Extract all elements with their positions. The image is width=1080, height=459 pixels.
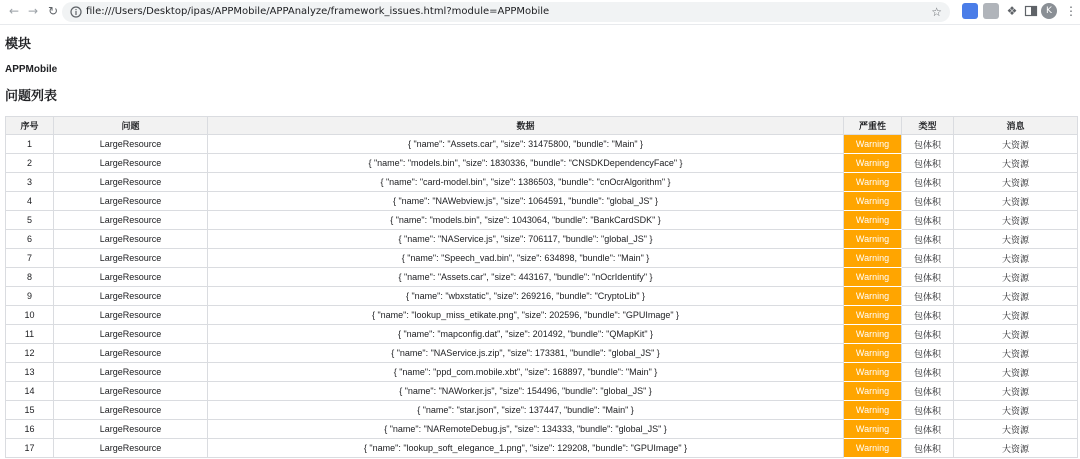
module-heading: 模块	[5, 37, 32, 52]
cell-issue: LargeResource	[54, 173, 208, 192]
issue-list-heading: 问题列表	[5, 89, 58, 104]
cell-type: 包体积	[902, 344, 954, 363]
cell-message: 大资源	[954, 420, 1078, 439]
cell-issue: LargeResource	[54, 344, 208, 363]
cell-index: 11	[6, 325, 54, 344]
cell-issue: LargeResource	[54, 230, 208, 249]
cell-message: 大资源	[954, 135, 1078, 154]
cell-issue: LargeResource	[54, 268, 208, 287]
forward-icon[interactable]: →	[27, 4, 39, 18]
cell-data: { "name": "wbxstatic", "size": 269216, "bundle": "CryptoLib" }	[208, 287, 844, 306]
severity-badge: Warning	[844, 154, 902, 173]
cell-issue: LargeResource	[54, 135, 208, 154]
cell-data: { "name": "NAService.js.zip", "size": 173381, "bundle": "global_JS" }	[208, 344, 844, 363]
issues-table	[5, 116, 1078, 458]
cell-message: 大资源	[954, 325, 1078, 344]
address-bar[interactable]	[62, 2, 950, 22]
severity-badge: Warning	[844, 363, 902, 382]
table-row	[6, 268, 1078, 287]
severity-badge: Warning	[844, 287, 902, 306]
cell-type: 包体积	[902, 135, 954, 154]
table-row	[6, 382, 1078, 401]
cell-index: 4	[6, 192, 54, 211]
cell-index: 6	[6, 230, 54, 249]
cell-data: { "name": "NAWorker.js", "size": 154496, "bundle": "global_JS" }	[208, 382, 844, 401]
cell-type: 包体积	[902, 401, 954, 420]
cell-message: 大资源	[954, 249, 1078, 268]
cell-type: 包体积	[902, 363, 954, 382]
corner-tooltip	[964, 453, 1074, 459]
severity-badge: Warning	[844, 420, 902, 439]
severity-badge: Warning	[844, 249, 902, 268]
cell-data: { "name": "NAService.js", "size": 706117, "bundle": "global_JS" }	[208, 230, 844, 249]
column-header-issue: 问题	[54, 117, 208, 135]
cell-data: { "name": "models.bin", "size": 1830336, "bundle": "CNSDKDependencyFace" }	[208, 154, 844, 173]
column-header-data: 数据	[208, 117, 844, 135]
site-info-icon[interactable]	[70, 6, 82, 18]
cell-data: { "name": "NAWebview.js", "size": 1064591, "bundle": "global_JS" }	[208, 192, 844, 211]
cell-type: 包体积	[902, 249, 954, 268]
cell-issue: LargeResource	[54, 439, 208, 458]
rss-icon[interactable]	[983, 3, 999, 19]
cell-type: 包体积	[902, 325, 954, 344]
table-row	[6, 363, 1078, 382]
cell-index: 5	[6, 211, 54, 230]
cell-message: 大资源	[954, 401, 1078, 420]
cell-type: 包体积	[902, 211, 954, 230]
severity-badge: Warning	[844, 135, 902, 154]
extensions-puzzle-icon[interactable]: ❖	[1006, 4, 1018, 18]
table-row	[6, 420, 1078, 439]
cell-issue: LargeResource	[54, 154, 208, 173]
cell-index: 14	[6, 382, 54, 401]
column-header-index: 序号	[6, 117, 54, 135]
cell-index: 13	[6, 363, 54, 382]
column-header-severity: 严重性	[844, 117, 902, 135]
cell-index: 17	[6, 439, 54, 458]
cell-issue: LargeResource	[54, 382, 208, 401]
table-row	[6, 154, 1078, 173]
severity-badge: Warning	[844, 268, 902, 287]
cell-message: 大资源	[954, 439, 1078, 458]
cell-type: 包体积	[902, 154, 954, 173]
more-menu-icon[interactable]: ⋮	[1065, 4, 1077, 18]
severity-badge: Warning	[844, 230, 902, 249]
cell-data: { "name": "Assets.car", "size": 31475800, "bundle": "Main" }	[208, 135, 844, 154]
cell-data: { "name": "card-model.bin", "size": 1386503, "bundle": "cnOcrAlgorithm" }	[208, 173, 844, 192]
column-header-type: 类型	[902, 117, 954, 135]
table-row	[6, 249, 1078, 268]
cell-data: { "name": "models.bin", "size": 1043064, "bundle": "BankCardSDK" }	[208, 211, 844, 230]
cell-issue: LargeResource	[54, 287, 208, 306]
cell-index: 12	[6, 344, 54, 363]
severity-badge: Warning	[844, 192, 902, 211]
back-icon[interactable]: ←	[8, 4, 20, 18]
cell-message: 大资源	[954, 173, 1078, 192]
reload-icon[interactable]: ↻	[47, 4, 59, 18]
cell-type: 包体积	[902, 306, 954, 325]
cell-index: 8	[6, 268, 54, 287]
severity-badge: Warning	[844, 382, 902, 401]
cell-message: 大资源	[954, 287, 1078, 306]
table-row	[6, 401, 1078, 420]
severity-badge: Warning	[844, 325, 902, 344]
cell-issue: LargeResource	[54, 249, 208, 268]
cell-type: 包体积	[902, 439, 954, 458]
cell-index: 7	[6, 249, 54, 268]
severity-badge: Warning	[844, 344, 902, 363]
cell-message: 大资源	[954, 192, 1078, 211]
url-text[interactable]: file:///Users/Desktop/ipas/APPMobile/APPAnalyze/framework_issues.html?module=APPMobile	[86, 6, 550, 17]
cell-message: 大资源	[954, 154, 1078, 173]
cell-issue: LargeResource	[54, 211, 208, 230]
table-row	[6, 135, 1078, 154]
cell-message: 大资源	[954, 230, 1078, 249]
bookmark-star-icon[interactable]: ☆	[931, 5, 942, 19]
cell-index: 2	[6, 154, 54, 173]
cell-issue: LargeResource	[54, 401, 208, 420]
cell-data: { "name": "star.json", "size": 137447, "bundle": "Main" }	[208, 401, 844, 420]
cell-issue: LargeResource	[54, 192, 208, 211]
issues-table-body	[6, 135, 1078, 458]
cell-data: { "name": "NARemoteDebug.js", "size": 134333, "bundle": "global_JS" }	[208, 420, 844, 439]
cell-type: 包体积	[902, 287, 954, 306]
severity-badge: Warning	[844, 173, 902, 192]
severity-badge: Warning	[844, 401, 902, 420]
cell-data: { "name": "Speech_vad.bin", "size": 634898, "bundle": "Main" }	[208, 249, 844, 268]
table-row	[6, 192, 1078, 211]
table-header-row	[6, 117, 1078, 135]
column-header-message: 消息	[954, 117, 1078, 135]
table-row	[6, 287, 1078, 306]
severity-badge: Warning	[844, 211, 902, 230]
table-row	[6, 344, 1078, 363]
cell-issue: LargeResource	[54, 363, 208, 382]
cell-issue: LargeResource	[54, 306, 208, 325]
cell-issue: LargeResource	[54, 420, 208, 439]
table-row	[6, 325, 1078, 344]
translate-icon[interactable]	[962, 3, 978, 19]
cell-type: 包体积	[902, 382, 954, 401]
split-view-icon[interactable]	[1023, 3, 1039, 19]
cell-type: 包体积	[902, 230, 954, 249]
cell-message: 大资源	[954, 306, 1078, 325]
cell-index: 1	[6, 135, 54, 154]
cell-index: 15	[6, 401, 54, 420]
cell-data: { "name": "Assets.car", "size": 443167, "bundle": "nOcrIdentify" }	[208, 268, 844, 287]
cell-type: 包体积	[902, 192, 954, 211]
cell-type: 包体积	[902, 420, 954, 439]
table-row	[6, 439, 1078, 458]
cell-type: 包体积	[902, 173, 954, 192]
cell-message: 大资源	[954, 211, 1078, 230]
cell-message: 大资源	[954, 344, 1078, 363]
cell-data: { "name": "lookup_miss_etikate.png", "size": 202596, "bundle": "GPUImage" }	[208, 306, 844, 325]
cell-message: 大资源	[954, 363, 1078, 382]
table-row	[6, 211, 1078, 230]
cell-index: 10	[6, 306, 54, 325]
module-name: APPMobile	[5, 64, 58, 75]
browser-toolbar	[0, 0, 1080, 25]
table-row	[6, 230, 1078, 249]
severity-badge: Warning	[844, 439, 902, 458]
cell-index: 3	[6, 173, 54, 192]
cell-message: 大资源	[954, 268, 1078, 287]
table-row	[6, 306, 1078, 325]
cell-data: { "name": "lookup_soft_elegance_1.png", "size": 129208, "bundle": "GPUImage" }	[208, 439, 844, 458]
cell-index: 16	[6, 420, 54, 439]
cell-type: 包体积	[902, 268, 954, 287]
cell-index: 9	[6, 287, 54, 306]
cell-data: { "name": "ppd_com.mobile.xbt", "size": 168897, "bundle": "Main" }	[208, 363, 844, 382]
severity-badge: Warning	[844, 306, 902, 325]
cell-message: 大资源	[954, 382, 1078, 401]
profile-avatar[interactable]: K	[1041, 3, 1057, 19]
cell-data: { "name": "mapconfig.dat", "size": 201492, "bundle": "QMapKit" }	[208, 325, 844, 344]
cell-issue: LargeResource	[54, 325, 208, 344]
table-row	[6, 173, 1078, 192]
